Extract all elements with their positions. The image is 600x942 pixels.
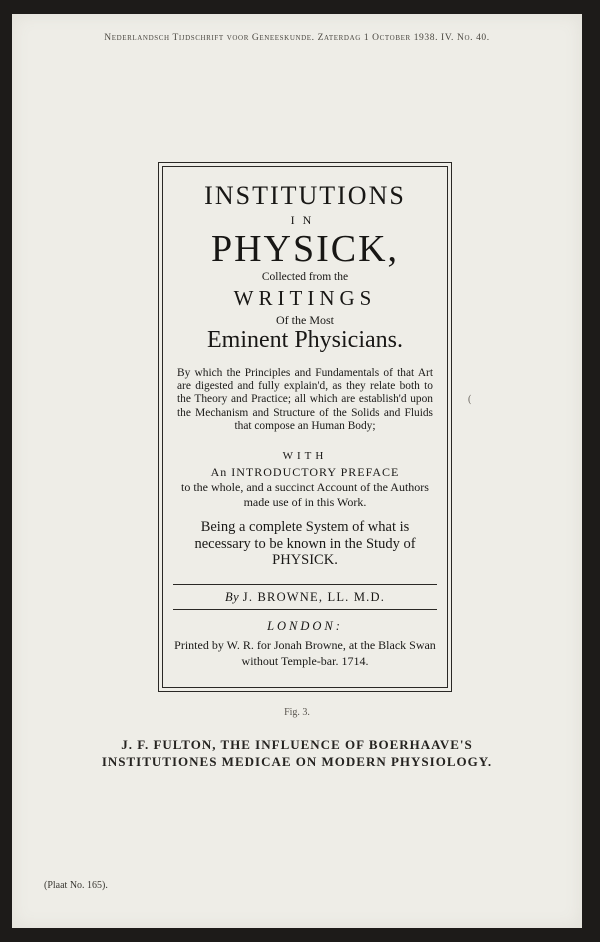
title-line-collected: Collected from the [261,271,349,283]
title-intro-block [175,465,435,510]
title-description-paragraph: By which the Principles and Fundamentals of that Art are digested and fully explain'd, as they relate both to the Theory and Practice; all which are establish'd upon the Mechanism and Structure of the Solids and Fluids that compose an Human Body; [177,367,433,432]
title-being-complete-system: Being a complete System of what is necessary to be known in the Study of PHYSICK. [194,519,416,568]
title-author-name: J. BROWNE, LL. M.D. [242,590,386,604]
plate-number: (Plaat No. 165). [44,880,108,891]
plate-caption [42,736,552,770]
title-page-inner-border [162,166,448,688]
title-imprint-printer: Printed by W. R. for Jonah Browne, at the Black Swan without Temple-bar. 1714. [174,638,436,668]
title-rule-bottom [173,609,437,610]
title-author-by: By [224,590,240,604]
title-rule-top [173,584,437,585]
stray-mark: ( [468,394,472,405]
journal-header: Nederlandsch Tijdschrift voor Geneeskunde. Zaterdag 1 October 1938. IV. No. 40. [104,33,490,43]
title-imprint-london: LONDON: [267,619,343,633]
title-author [163,590,447,605]
title-intro-preface: An INTRODUCTORY PREFACE [210,465,400,479]
title-line-of-the-most: Of the Most [276,313,334,327]
title-line-with: WITH [282,450,328,462]
title-line-institutions: INSTITUTIONS [204,181,406,210]
title-page-facsimile [158,162,452,692]
figure-label: Fig. 3. [284,707,310,718]
title-line-physick: PHYSICK, [210,228,400,270]
title-line-writings: WRITINGS [233,286,377,310]
plate-caption-line-1: J. F. FULTON, THE INFLUENCE OF BOERHAAVE'S [121,737,473,752]
title-line-in: IN [290,213,320,227]
title-line-eminent-physicians: Eminent Physicians. [207,327,403,353]
journal-plate-page [12,14,582,928]
title-intro-rest: to the whole, and a succinct Account of the Authors made use of in this Work. [181,480,429,509]
plate-caption-line-2: INSTITUTIONES MEDICAE ON MODERN PHYSIOLOGY. [101,754,493,769]
